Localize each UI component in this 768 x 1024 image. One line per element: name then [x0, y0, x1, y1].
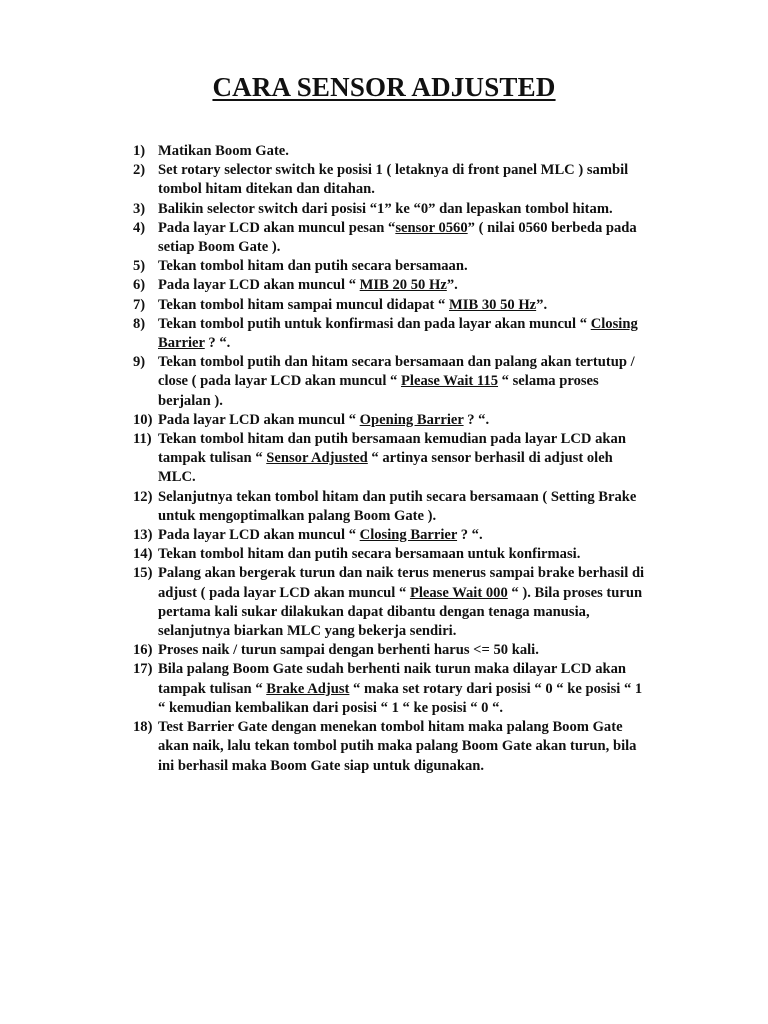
step-item: [133, 200, 653, 219]
step-text-part: “ ). Bila proses turun pertama kali sukar dilakukan dapat dibantu dengan tenaga manusia, selanjutnya biarkan MLC yang bekerja sendiri.: [158, 584, 643, 640]
step-item: [133, 526, 653, 545]
step-text-part: Balikin selector switch dari posisi “1” ke “0” dan lepaskan tombol hitam.: [158, 200, 613, 217]
lcd-message: MIB 30 50 Hz: [449, 296, 537, 313]
step-text-part: Palang akan bergerak turun dan naik terus menerus sampai brake berhasil di adjust ( pada layar LCD akan muncul “: [158, 565, 645, 601]
step-text: [158, 526, 653, 545]
step-text: [158, 718, 653, 776]
step-text-part: “ artinya sensor berhasil di adjust oleh MLC.: [158, 450, 613, 486]
step-text-part: Matikan Boom Gate.: [158, 143, 289, 159]
step-item: [133, 315, 653, 353]
step-text: [158, 353, 653, 411]
step-number: 15): [133, 565, 153, 582]
step-text-part: Tekan tombol putih dan hitam secara bersamaan dan palang akan tertutup / close ( pada layar LCD akan muncul “: [158, 354, 635, 390]
step-number: 7): [133, 296, 146, 313]
step-item: [133, 276, 653, 295]
step-item: [133, 296, 653, 315]
step-item: [133, 257, 653, 276]
step-text-part: ”.: [536, 296, 548, 313]
step-number: 17): [133, 661, 153, 678]
step-text-part: ? “.: [463, 411, 490, 428]
step-number: 4): [133, 219, 146, 236]
step-text: [158, 161, 653, 199]
step-text-part: Test Barrier Gate dengan menekan tombol hitam maka palang Boom Gate akan naik, lalu tekan tombol putih maka palang Boom Gate akan turun, bila ini berhasil maka Boom Gate siap untuk digunakan.: [158, 719, 637, 774]
lcd-message: Please Wait 115: [401, 373, 499, 390]
step-text: [158, 315, 653, 353]
step-text-part: Tekan tombol hitam dan putih bersamaan kemudian pada layar LCD akan tampak tulisan “: [158, 431, 626, 467]
step-number: 18): [133, 719, 153, 736]
step-number: 9): [133, 354, 146, 371]
step-number: 11): [133, 431, 152, 448]
step-text-part: Pada layar LCD akan muncul “: [158, 277, 360, 294]
step-text-part: Pada layar LCD akan muncul “: [158, 411, 360, 428]
step-text: [158, 200, 653, 219]
step-text-part: Tekan tombol putih untuk konfirmasi dan pada layar akan muncul “: [158, 315, 591, 332]
lcd-message: Opening Barrier: [359, 411, 464, 428]
step-number: 14): [133, 546, 153, 563]
step-text-part: ? “.: [204, 335, 231, 352]
step-number: 2): [133, 162, 146, 179]
step-item: [133, 545, 653, 564]
step-item: [133, 660, 653, 718]
step-text: [158, 142, 653, 161]
step-text: [158, 257, 653, 276]
step-text: [158, 660, 653, 718]
step-item: [133, 142, 653, 161]
step-text-part: Pada layar LCD akan muncul pesan “: [158, 219, 396, 236]
lcd-message: Sensor Adjusted: [266, 450, 368, 467]
step-item: [133, 430, 653, 488]
lcd-message: Closing Barrier: [158, 315, 638, 352]
step-text-part: ”.: [446, 277, 458, 294]
step-text: [158, 276, 653, 295]
document-title: CARA SENSOR ADJUSTED: [212, 72, 556, 102]
steps-list: [133, 142, 653, 776]
lcd-message: Please Wait 000: [409, 584, 508, 601]
lcd-message: Brake Adjust: [266, 680, 350, 697]
step-text-part: ” ( nilai 0560 berbeda pada setiap Boom Gate ).: [158, 219, 637, 256]
step-text-part: Pada layar LCD akan muncul “: [158, 527, 360, 544]
step-text-part: Proses naik / turun sampai dengan berhenti harus <= 50 kali.: [158, 642, 539, 659]
step-number: 5): [133, 258, 146, 275]
lcd-message: Closing Barrier: [359, 527, 458, 544]
step-text: [158, 219, 653, 257]
step-item: [133, 488, 653, 526]
step-text: [158, 488, 653, 526]
step-number: 13): [133, 527, 153, 544]
step-item: [133, 641, 653, 660]
step-number: 6): [133, 277, 146, 294]
step-number: 1): [133, 143, 146, 159]
step-text: [158, 296, 653, 315]
step-text-part: Tekan tombol hitam sampai muncul didapat “: [158, 296, 449, 313]
step-text-part: Bila palang Boom Gate sudah berhenti naik turun maka dilayar LCD akan tampak tulisan “: [158, 661, 627, 697]
step-number: 8): [133, 315, 146, 332]
step-item: [133, 219, 653, 257]
step-text: [158, 545, 653, 564]
step-text: [158, 430, 653, 488]
step-item: [133, 411, 653, 430]
step-item: [133, 564, 653, 641]
step-text-part: Tekan tombol hitam dan putih secara bersamaan.: [158, 258, 468, 275]
step-text-part: “ maka set rotary dari posisi “ 0 “ ke posisi “ 1 “ kemudian kembalikan dari posisi “ 1 “ ke posisi “ 0 “.: [158, 680, 643, 716]
step-text: [158, 564, 653, 641]
step-item: [133, 718, 653, 776]
step-item: [133, 353, 653, 411]
step-number: 10): [133, 411, 153, 428]
step-text-part: Tekan tombol hitam dan putih secara bersamaan untuk konfirmasi.: [158, 546, 581, 563]
step-text-part: ? “.: [457, 527, 483, 544]
step-number: 12): [133, 488, 153, 505]
step-number: 16): [133, 642, 153, 659]
step-text-part: Selanjutnya tekan tombol hitam dan putih secara bersamaan ( Setting Brake untuk mengoptimalkan palang Boom Gate ).: [158, 488, 637, 524]
step-item: [133, 161, 653, 199]
step-text-part: “ selama proses berjalan ).: [158, 373, 599, 409]
step-text-part: Set rotary selector switch ke posisi 1 ( letaknya di front panel MLC ) sambil tombol hitam ditekan dan ditahan.: [158, 162, 629, 198]
step-text: [158, 411, 653, 430]
lcd-message: MIB 20 50 Hz: [359, 277, 447, 294]
lcd-message: sensor 0560: [395, 219, 468, 236]
step-number: 3): [133, 200, 146, 217]
step-text: [158, 641, 653, 660]
